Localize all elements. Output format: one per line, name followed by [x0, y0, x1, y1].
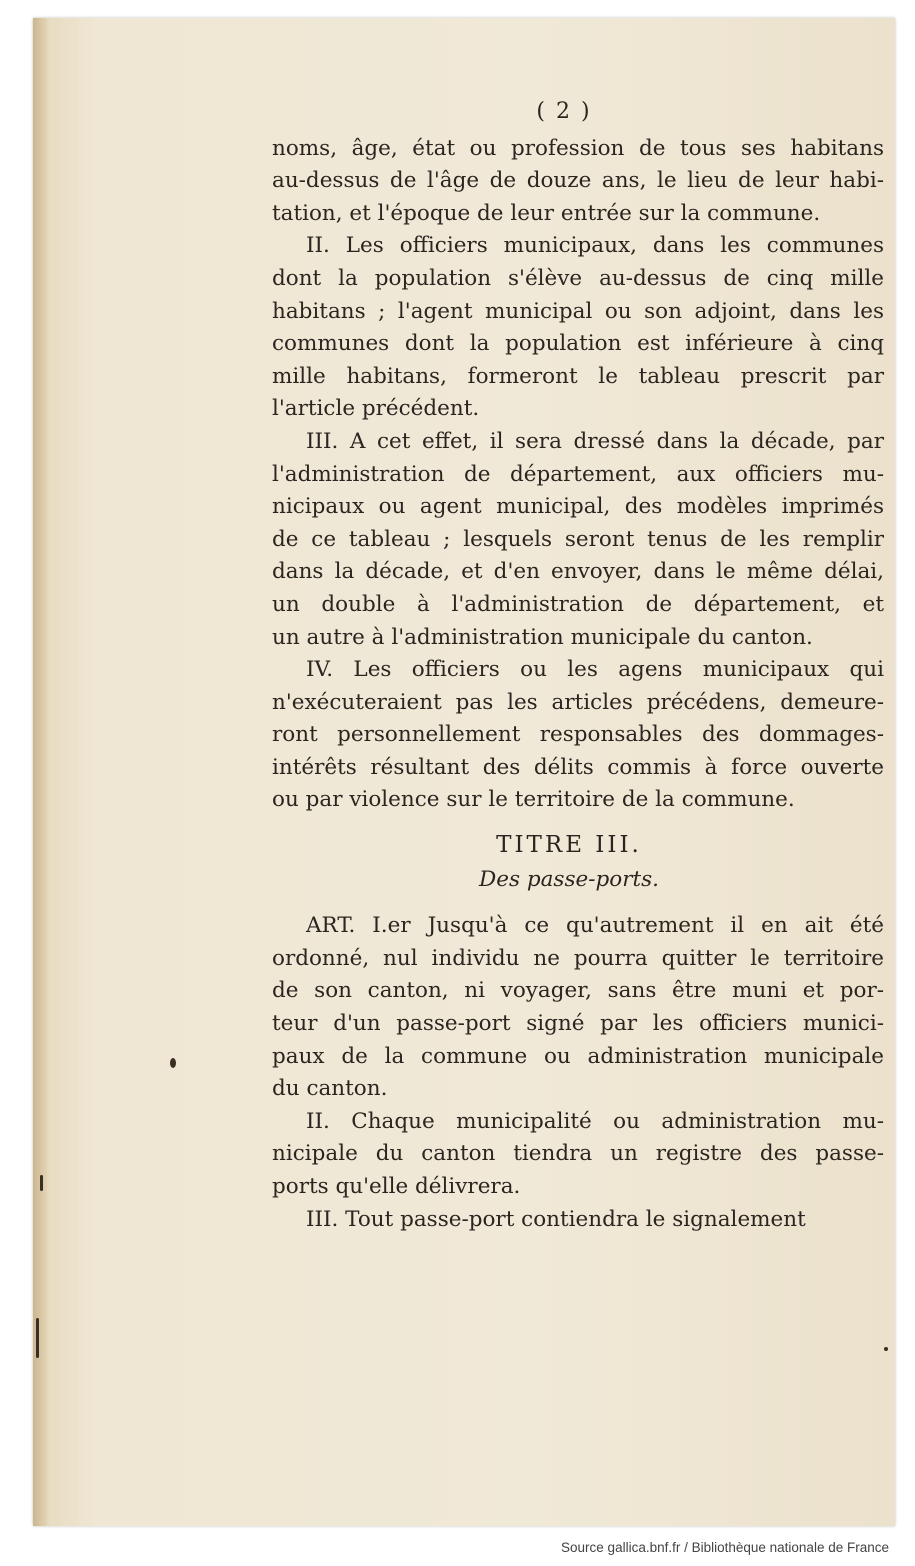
text-line: III. Tout passe-port contiendra le signalement — [306, 1206, 806, 1232]
text-line: l'article précédent. — [272, 396, 480, 422]
text-line: ART. I.er Jusqu'à ce qu'autrement il en ait été — [306, 913, 884, 939]
text-line: teur d'un passe-port signé par les officiers munici- — [272, 1011, 884, 1037]
text-line: de ce tableau ; lesquels seront tenus de les remplir — [272, 526, 884, 552]
text-line: un double à l'administration de département, et — [272, 591, 884, 617]
paragraph — [272, 230, 884, 426]
text-line: ou par violence sur le territoire de la commune. — [272, 787, 795, 813]
text-line: tation, et l'époque de leur entrée sur la commune. — [272, 200, 821, 226]
text-line: II. Les officiers municipaux, dans les communes — [306, 233, 884, 259]
text-line: paux de la commune ou administration municipale — [272, 1043, 884, 1069]
text-line: communes dont la population est inférieure à cinq — [272, 331, 884, 357]
ink-speck — [40, 1175, 43, 1191]
paragraphs-bottom — [272, 910, 884, 1236]
text-line: nicipale du canton tiendra un registre des passe- — [272, 1141, 884, 1167]
text-line: nicipaux ou agent municipal, des modèles imprimés — [272, 494, 884, 520]
page-binding-edge — [33, 18, 47, 1526]
text-line: du canton. — [272, 1076, 388, 1102]
text-line: noms, âge, état ou profession de tous ses habitans — [272, 135, 884, 161]
text-line: III. A cet effet, il sera dressé dans la décade, par — [306, 428, 884, 454]
source-credit: Source gallica.bnf.fr / Bibliothèque nationale de France — [561, 1540, 889, 1555]
paragraphs-top — [272, 133, 884, 817]
text-line: n'exécuteraient pas les articles précédens, demeure- — [272, 689, 884, 715]
text-line: l'administration de département, aux officiers mu- — [272, 461, 884, 487]
text-line: mille habitans, formeront le tableau prescrit par — [272, 363, 884, 389]
paragraph — [272, 654, 884, 817]
text-line: ordonné, nul individu ne pourra quitter le territoire — [272, 945, 884, 971]
text-line: dans la décade, et d'en envoyer, dans le même délai, — [272, 559, 884, 585]
text-line: II. Chaque municipalité ou administration mu- — [306, 1108, 884, 1134]
text-line: au-dessus de l'âge de douze ans, le lieu de leur habi- — [272, 168, 884, 194]
text-line: dont la population s'élève au-dessus de cinq mille — [272, 265, 884, 291]
text-line: intérêts résultant des délits commis à force ouverte — [272, 754, 884, 780]
ink-speck — [170, 1058, 176, 1068]
text-line: ports qu'elle délivrera. — [272, 1174, 521, 1199]
paragraph — [272, 133, 884, 231]
page-number: ( 2 ) — [536, 99, 592, 124]
section-title: TITRE III. — [496, 832, 642, 859]
ink-speck — [884, 1347, 888, 1351]
text-line: IV. Les officiers ou les agens municipaux qui — [306, 657, 884, 683]
text-line: de son canton, ni voyager, sans être muni et por- — [272, 978, 884, 1004]
ink-speck — [36, 1318, 39, 1358]
paragraph — [272, 910, 884, 1106]
text-line: habitans ; l'agent municipal ou son adjoint, dans les — [272, 298, 884, 324]
paragraph — [272, 1204, 884, 1237]
paragraph — [272, 1106, 884, 1204]
paragraph — [272, 426, 884, 654]
document-text — [272, 96, 884, 1236]
text-line: un autre à l'administration municipale du canton. — [272, 624, 813, 650]
section-subtitle: Des passe-ports. — [479, 866, 659, 892]
text-line: ront personnellement responsables des dommages- — [272, 722, 884, 748]
